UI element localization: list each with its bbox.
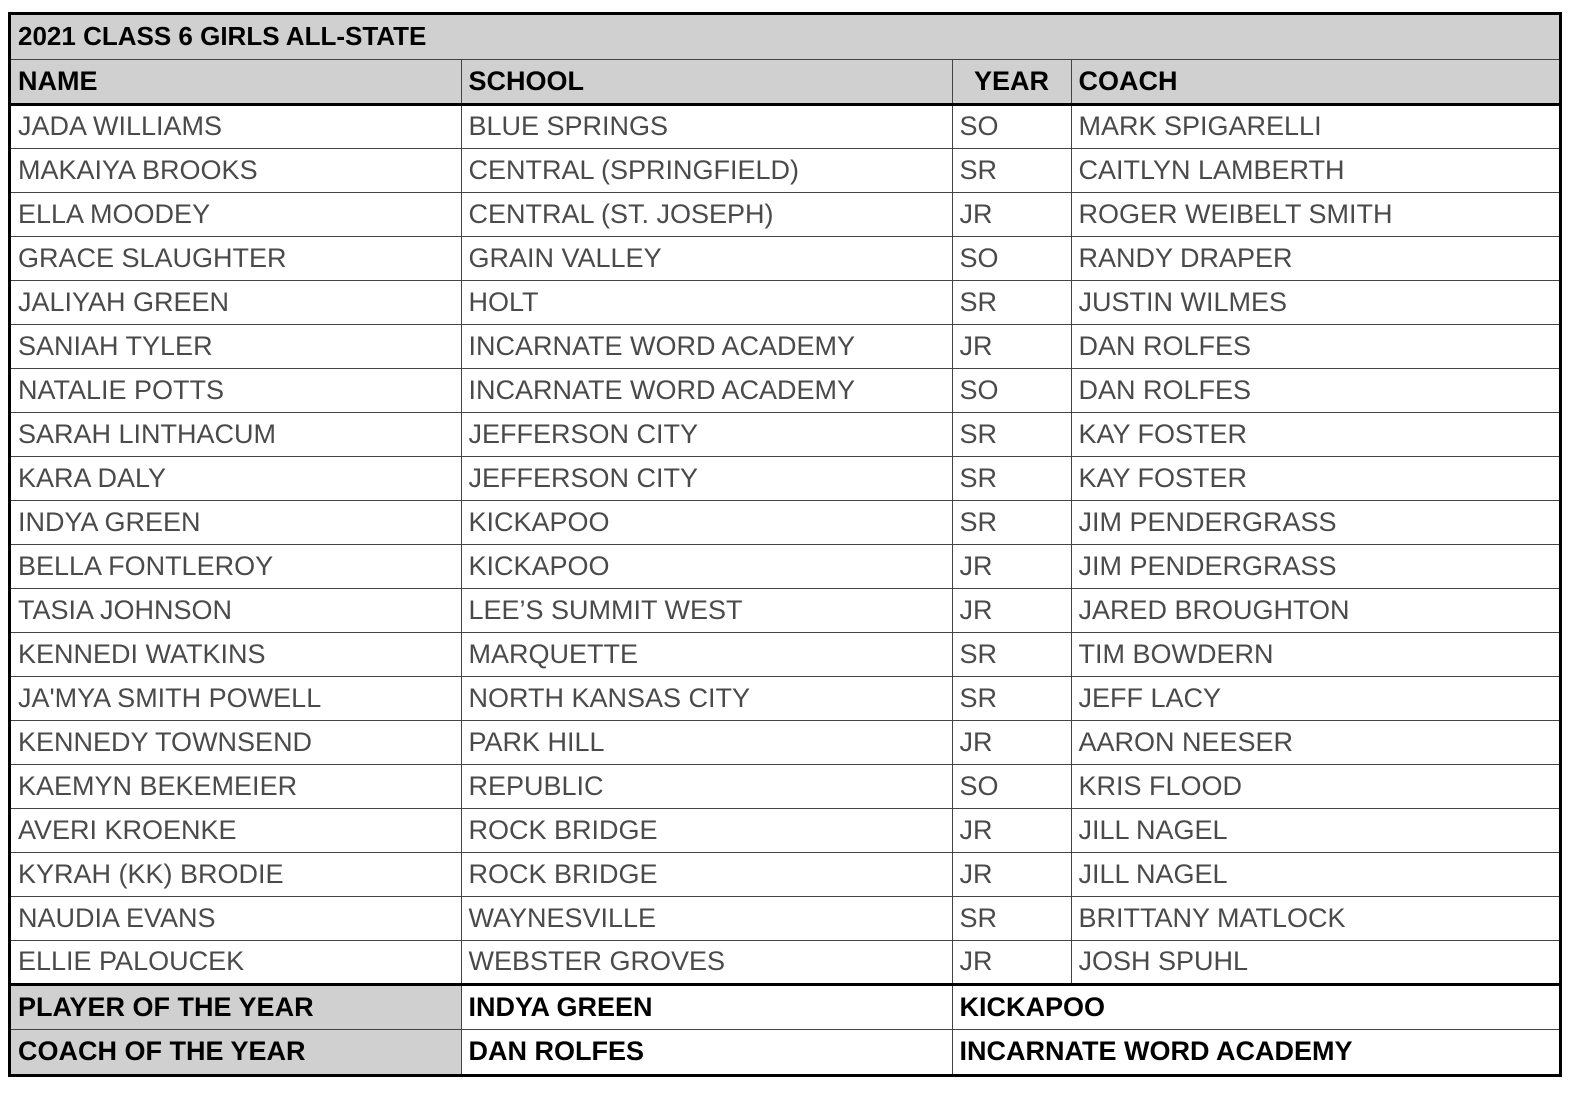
school-cell: CENTRAL (ST. JOSEPH) — [461, 192, 952, 236]
coach-cell: MARK SPIGARELLI — [1071, 104, 1559, 148]
player-name-cell: SANIAH TYLER — [11, 324, 461, 368]
coach-cell: JIM PENDERGRASS — [1071, 544, 1559, 588]
coach-cell: RANDY DRAPER — [1071, 236, 1559, 280]
coach-cell: AARON NEESER — [1071, 720, 1559, 764]
coach-cell: KAY FOSTER — [1071, 412, 1559, 456]
coach-cell: KAY FOSTER — [1071, 456, 1559, 500]
player-name-cell: MAKAIYA BROOKS — [11, 148, 461, 192]
year-cell: SO — [952, 764, 1071, 808]
year-cell: SR — [952, 280, 1071, 324]
player-name-cell: BELLA FONTLEROY — [11, 544, 461, 588]
player-name-cell: KENNEDY TOWNSEND — [11, 720, 461, 764]
column-header-name: NAME — [11, 59, 461, 104]
coach-cell: KRIS FLOOD — [1071, 764, 1559, 808]
player-name-cell: SARAH LINTHACUM — [11, 412, 461, 456]
year-cell: SO — [952, 236, 1071, 280]
player-name-cell: INDYA GREEN — [11, 500, 461, 544]
year-cell: SO — [952, 368, 1071, 412]
school-cell: PARK HILL — [461, 720, 952, 764]
year-cell: JR — [952, 544, 1071, 588]
award-label: COACH OF THE YEAR — [11, 1029, 461, 1074]
player-name-cell: KAEMYN BEKEMEIER — [11, 764, 461, 808]
coach-cell: JILL NAGEL — [1071, 808, 1559, 852]
school-cell: WEBSTER GROVES — [461, 940, 952, 984]
table-row — [11, 500, 1559, 544]
school-cell: LEE’S SUMMIT WEST — [461, 588, 952, 632]
year-cell: JR — [952, 588, 1071, 632]
year-cell: SR — [952, 676, 1071, 720]
award-row — [11, 1029, 1559, 1074]
table-row — [11, 280, 1559, 324]
table-row — [11, 764, 1559, 808]
header-row — [11, 59, 1559, 104]
table-row — [11, 896, 1559, 940]
year-cell: JR — [952, 808, 1071, 852]
school-cell: CENTRAL (SPRINGFIELD) — [461, 148, 952, 192]
player-name-cell: JALIYAH GREEN — [11, 280, 461, 324]
year-cell: JR — [952, 852, 1071, 896]
player-name-cell: ELLA MOODEY — [11, 192, 461, 236]
table-row — [11, 544, 1559, 588]
school-cell: KICKAPOO — [461, 500, 952, 544]
coach-cell: JIM PENDERGRASS — [1071, 500, 1559, 544]
all-state-table — [8, 12, 1562, 1077]
year-cell: SR — [952, 412, 1071, 456]
table-row — [11, 324, 1559, 368]
coach-cell: JEFF LACY — [1071, 676, 1559, 720]
year-cell: JR — [952, 940, 1071, 984]
coach-cell: JILL NAGEL — [1071, 852, 1559, 896]
year-cell: JR — [952, 324, 1071, 368]
award-row — [11, 984, 1559, 1029]
column-header-school: SCHOOL — [461, 59, 952, 104]
table-row — [11, 808, 1559, 852]
school-cell: JEFFERSON CITY — [461, 456, 952, 500]
school-cell: JEFFERSON CITY — [461, 412, 952, 456]
table-row — [11, 852, 1559, 896]
coach-cell: JUSTIN WILMES — [1071, 280, 1559, 324]
column-header-coach: COACH — [1071, 59, 1559, 104]
table-row — [11, 148, 1559, 192]
player-name-cell: TASIA JOHNSON — [11, 588, 461, 632]
year-cell: SR — [952, 500, 1071, 544]
school-cell: KICKAPOO — [461, 544, 952, 588]
player-name-cell: NATALIE POTTS — [11, 368, 461, 412]
coach-cell: BRITTANY MATLOCK — [1071, 896, 1559, 940]
table-row — [11, 588, 1559, 632]
school-cell: NORTH KANSAS CITY — [461, 676, 952, 720]
year-cell: SR — [952, 896, 1071, 940]
award-school: INCARNATE WORD ACADEMY — [952, 1029, 1559, 1074]
player-name-cell: NAUDIA EVANS — [11, 896, 461, 940]
player-name-cell: KENNEDI WATKINS — [11, 632, 461, 676]
player-name-cell: KYRAH (KK) BRODIE — [11, 852, 461, 896]
school-cell: REPUBLIC — [461, 764, 952, 808]
year-cell: JR — [952, 720, 1071, 764]
table-row — [11, 104, 1559, 148]
school-cell: HOLT — [461, 280, 952, 324]
table-title-row — [11, 15, 1559, 59]
coach-cell: JOSH SPUHL — [1071, 940, 1559, 984]
table-row — [11, 456, 1559, 500]
coach-cell: JARED BROUGHTON — [1071, 588, 1559, 632]
table-row — [11, 236, 1559, 280]
player-name-cell: JADA WILLIAMS — [11, 104, 461, 148]
year-cell: SR — [952, 632, 1071, 676]
coach-cell: TIM BOWDERN — [1071, 632, 1559, 676]
school-cell: BLUE SPRINGS — [461, 104, 952, 148]
award-winner: DAN ROLFES — [461, 1029, 952, 1074]
column-header-year: YEAR — [952, 59, 1071, 104]
school-cell: ROCK BRIDGE — [461, 852, 952, 896]
table-title: 2021 CLASS 6 GIRLS ALL-STATE — [11, 15, 1559, 59]
school-cell: INCARNATE WORD ACADEMY — [461, 368, 952, 412]
table-row — [11, 632, 1559, 676]
award-school: KICKAPOO — [952, 984, 1559, 1029]
school-cell: WAYNESVILLE — [461, 896, 952, 940]
player-name-cell: ELLIE PALOUCEK — [11, 940, 461, 984]
year-cell: SR — [952, 148, 1071, 192]
table-row — [11, 412, 1559, 456]
player-name-cell: KARA DALY — [11, 456, 461, 500]
coach-cell: ROGER WEIBELT SMITH — [1071, 192, 1559, 236]
coach-cell: CAITLYN LAMBERTH — [1071, 148, 1559, 192]
table-row — [11, 368, 1559, 412]
year-cell: SO — [952, 104, 1071, 148]
award-winner: INDYA GREEN — [461, 984, 952, 1029]
player-name-cell: GRACE SLAUGHTER — [11, 236, 461, 280]
coach-cell: DAN ROLFES — [1071, 368, 1559, 412]
player-name-cell: JA'MYA SMITH POWELL — [11, 676, 461, 720]
year-cell: JR — [952, 192, 1071, 236]
coach-cell: DAN ROLFES — [1071, 324, 1559, 368]
player-name-cell: AVERI KROENKE — [11, 808, 461, 852]
school-cell: MARQUETTE — [461, 632, 952, 676]
table-row — [11, 940, 1559, 984]
award-label: PLAYER OF THE YEAR — [11, 984, 461, 1029]
table-row — [11, 192, 1559, 236]
school-cell: ROCK BRIDGE — [461, 808, 952, 852]
table-row — [11, 676, 1559, 720]
school-cell: GRAIN VALLEY — [461, 236, 952, 280]
year-cell: SR — [952, 456, 1071, 500]
table-row — [11, 720, 1559, 764]
school-cell: INCARNATE WORD ACADEMY — [461, 324, 952, 368]
